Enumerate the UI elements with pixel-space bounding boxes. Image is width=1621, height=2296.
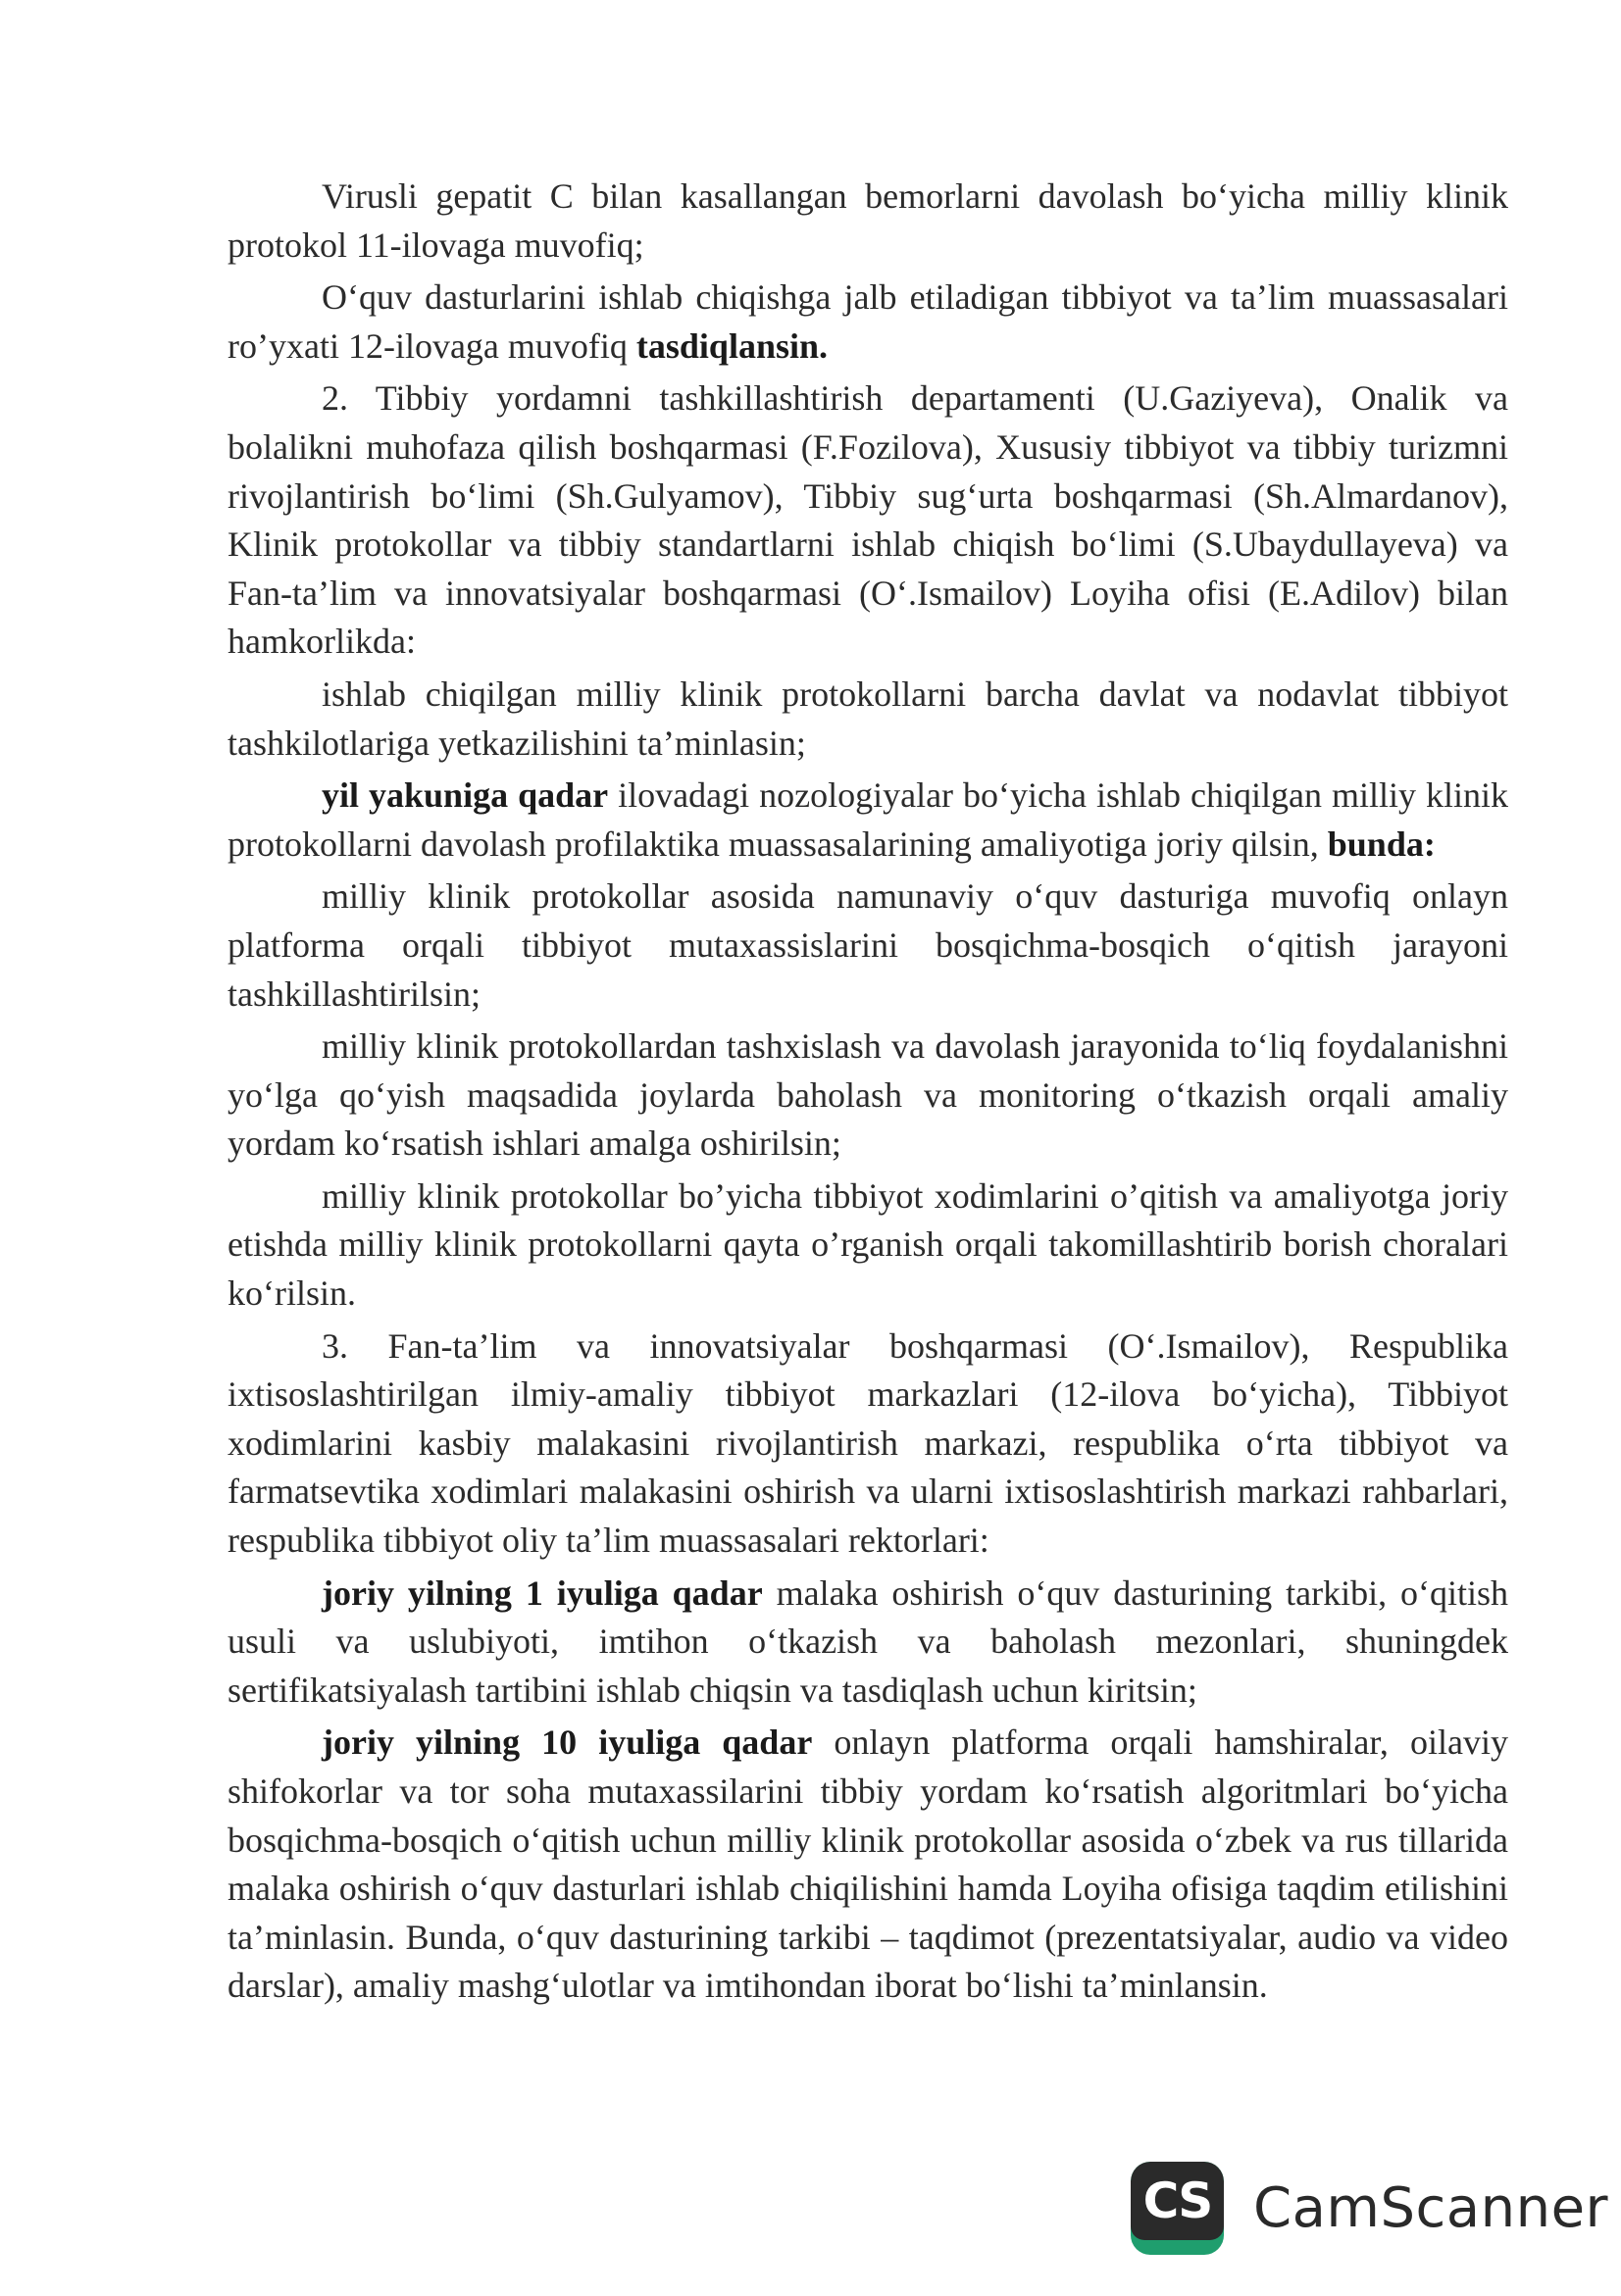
paragraph-11-bold: joriy yilning 10 iyuliga qadar: [322, 1722, 813, 1763]
paragraph-1-text: Virusli gepatit C bilan kasallangan bemorlarni davolash bo‘yicha milliy klinik protokol 11-ilovaga muvofiq;: [228, 176, 1508, 265]
paragraph-6: [228, 873, 1508, 1019]
paragraph-8: [228, 1173, 1508, 1319]
paragraph-9-text: 3. Fan-ta’lim va innovatsiyalar boshqarmasi (O‘.Ismailov), Respublika ixtisoslashtirilgan ilmiy-amaliy tibbiyot markazlari (12-ilova bo‘yicha), Tibbiyot xodimlarini kasbiy malakasini rivojlantirish markazi, respublika o‘rta tibbiyot va farmatsevtika xodimlari malakasini oshirish va ularni ixtisoslashtirish markazi rahbarlari, respublika tibbiyot oliy ta’lim muassasalari rektorlari:: [228, 1325, 1508, 1561]
paragraph-10-bold: joriy yilning 1 iyuliga qadar: [322, 1572, 763, 1613]
document-body: [228, 173, 1508, 2015]
paragraph-9: [228, 1323, 1508, 1566]
paragraph-10: [228, 1570, 1508, 1716]
paragraph-8-text: milliy klinik protokollar bo’yicha tibbiyot xodimlarini o’qitish va amaliyotga joriy etishda milliy klinik protokollarni qayta o’rganish orqali takomillashtirib borish choralari ko‘rilsin.: [228, 1175, 1508, 1314]
camscanner-watermark: [1131, 2162, 1608, 2255]
paragraph-10-text: malaka oshirish o‘quv dasturining tarkibi, o‘qitish usuli va uslubiyoti, imtihon o‘tkazish va baholash mezonlari, shuningdek sertifikatsiyalash tartibini ishlab chiqsin va tasdiqlash uchun kiritsin;: [228, 1572, 1508, 1710]
paragraph-2-text: O‘quv dasturlarini ishlab chiqishga jalb etiladigan tibbiyot va ta’lim muassasalari ro’yxati 12-ilovaga muvofiq: [228, 277, 1508, 366]
paragraph-2-bold: tasdiqlansin.: [635, 325, 829, 366]
paragraph-11-text: onlayn platforma orqali hamshiralar, oilaviy shifokorlar va tor soha mutaxassilarini tibbiy yordam ko‘rsatish algoritmlari bo‘yicha bosqichma-bosqich o‘qitish uchun milliy klinik protokollar asosida o‘zbek va rus tillarida malaka oshirish o‘quv dasturlari ishlab chiqilishini hamda Loyiha ofisiga taqdim etilishini ta’minlasin. Bunda, o‘quv dasturining tarkibi – taqdimot (prezentatsiyalar, audio va video darslar), amaliy mashg‘ulotlar va imtihondan iborat bo‘lishi ta’minlansin.: [228, 1722, 1508, 2006]
camscanner-logo-icon: [1131, 2162, 1224, 2255]
paragraph-6-text: milliy klinik protokollar asosida namunaviy o‘quv dasturiga muvofiq onlayn platforma orqali tibbiyot mutaxassislarini bosqichma-bosqich o‘qitish jarayoni tashkillashtirilsin;: [228, 876, 1508, 1014]
paragraph-3-text: 2. Tibbiy yordamni tashkillashtirish departamenti (U.Gaziyeva), Onalik va bolalikni muhofaza qilish boshqarmasi (F.Fozilova), Xususiy tibbiyot va tibbiy turizmni rivojlantirish bo‘limi (Sh.Gulyamov), Tibbiy sug‘urta boshqarmasi (Sh.Almardanov), Klinik protokollar va tibbiy standartlarni ishlab chiqish bo‘limi (S.Ubaydullayeva) va Fan-ta’lim va innovatsiyalar boshqarmasi (O‘.Ismailov) Loyiha ofisi (E.Adilov) bilan hamkorlikda:: [228, 378, 1508, 662]
paragraph-7: [228, 1023, 1508, 1169]
paragraph-5-bold-end: bunda:: [1327, 824, 1436, 864]
camscanner-brand-name: CamScanner: [1253, 2176, 1609, 2240]
paragraph-2: [228, 274, 1508, 371]
paragraph-4: [228, 671, 1508, 768]
paragraph-5: [228, 772, 1508, 869]
paragraph-4-text: ishlab chiqilgan milliy klinik protokollarni barcha davlat va nodavlat tibbiyot tashkilotlariga yetkazilishini ta’minlasin;: [228, 674, 1508, 763]
paragraph-1: [228, 173, 1508, 270]
paragraph-11: [228, 1719, 1508, 2011]
paragraph-5-text: ilovadagi nozologiyalar bo‘yicha ishlab chiqilgan milliy klinik protokollarni davolash profilaktika muassasalarining amaliyotiga joriy qilsin,: [228, 775, 1509, 864]
paragraph-5-bold: yil yakuniga qadar: [322, 775, 609, 816]
paragraph-3: [228, 374, 1508, 667]
camscanner-logo-text: CS: [1142, 2172, 1212, 2229]
paragraph-7-text: milliy klinik protokollardan tashxislash va davolash jarayonida to‘liq foydalanishni yo‘lga qo‘yish maqsadida joylarda baholash va monitoring o‘tkazish orqali amaliy yordam ko‘rsatish ishlari amalga oshirilsin;: [228, 1026, 1508, 1164]
